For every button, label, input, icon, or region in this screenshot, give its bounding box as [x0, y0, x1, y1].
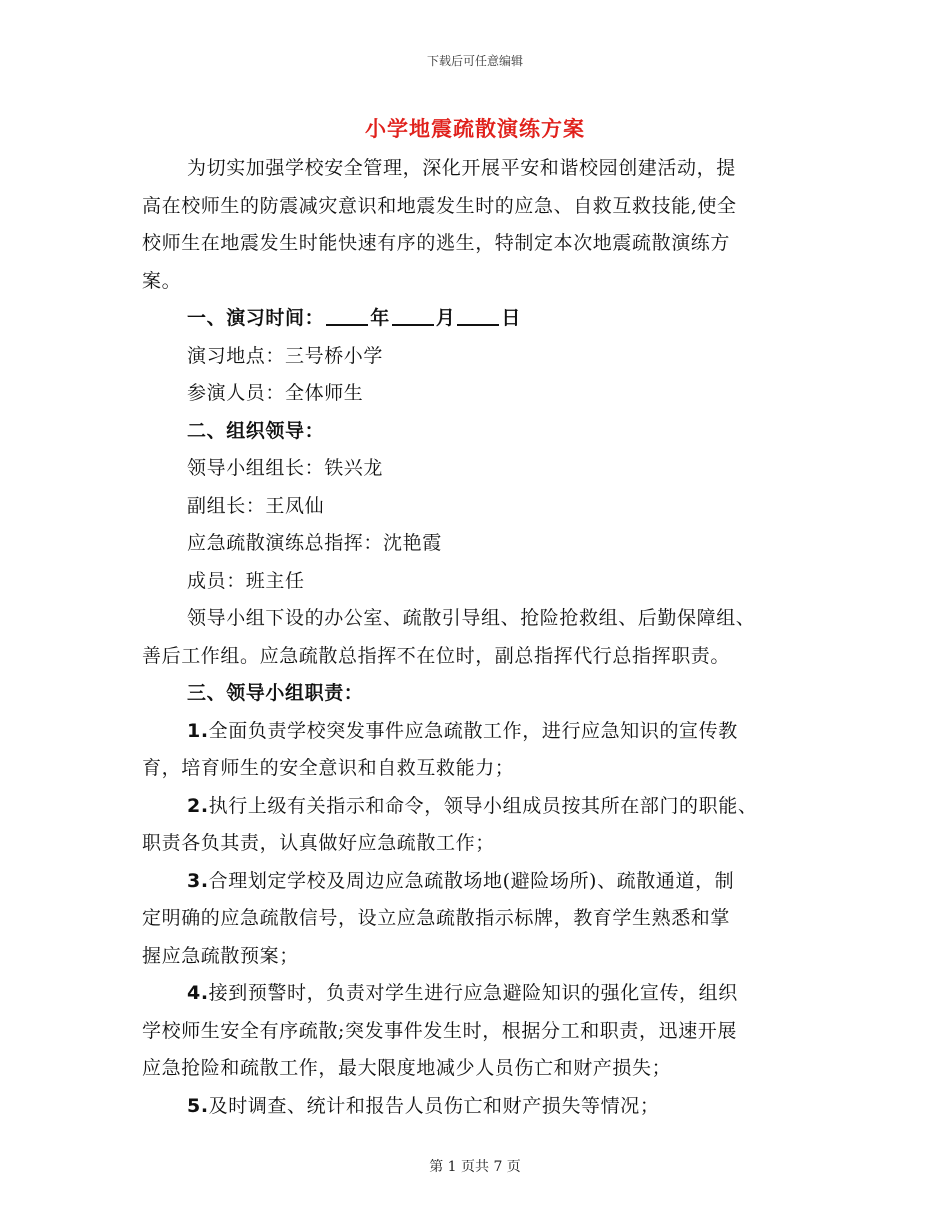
drill-commander: 应急疏散演练总指挥：沈艳霞 — [187, 532, 442, 554]
duty-item-5 — [142, 1088, 810, 1126]
duty-number: 1. — [187, 719, 209, 742]
header-note: 下载后可任意编辑 — [426, 54, 523, 68]
year-label: 年 — [370, 307, 390, 329]
drill-place: 演习地点：三号桥小学 — [187, 344, 384, 367]
duty-text: 职责各负其责，认真做好应急疏散工作； — [142, 832, 495, 854]
duty-number: 5. — [187, 1094, 209, 1117]
duty-text: 握应急疏散预案； — [142, 944, 299, 967]
group-members: 成员：班主任 — [187, 569, 305, 592]
intro-line: 案。 — [142, 269, 182, 292]
duty-text: 学校师生安全有序疏散;突发事件发生时，根据分工和职责，迅速开展 — [142, 1019, 738, 1042]
section2-desc-line: 领导小组下设的办公室、疏散引导组、抢险抢救组、后勤保障组、 — [187, 607, 756, 629]
duty-item-4 — [142, 975, 810, 1088]
duty-text: 执行上级有关指示和命令，领导小组成员按其所在部门的职能、 — [208, 794, 758, 817]
document-title: 小学地震疏散演练方案 — [365, 116, 585, 141]
document-body — [142, 150, 810, 1125]
duty-number: 4. — [187, 982, 209, 1004]
section1-heading-row — [142, 300, 810, 338]
month-blank — [392, 306, 434, 326]
duty-text: 合理划定学校及周边应急疏散场地(避险场所)、疏散通道，制 — [208, 869, 735, 892]
duty-text: 接到预警时，负责对学生进行应急避险知识的强化宣传，组织 — [208, 982, 738, 1004]
day-blank — [457, 306, 499, 326]
duty-item-3 — [142, 863, 810, 976]
month-label: 月 — [435, 307, 456, 329]
duty-number: 3. — [187, 869, 209, 892]
duty-text: 及时调查、统计和报告人员伤亡和财产损失等情况； — [208, 1094, 660, 1117]
intro-line: 为切实加强学校安全管理，深化开展平安和谐校园创建活动，提 — [187, 157, 736, 179]
duty-text: 应急抢险和疏散工作，最大限度地减少人员伤亡和财产损失； — [142, 1057, 672, 1079]
duty-text: 全面负责学校突发事件应急疏散工作，进行应急知识的宣传教 — [208, 719, 738, 742]
duty-text: 定明确的应急疏散信号，设立应急疏散指示标牌，教育学生熟悉和掌 — [142, 907, 731, 929]
group-leader: 领导小组组长：铁兴龙 — [187, 457, 384, 479]
intro-line: 高在校师生的防震减灾意识和地震发生时的应急、自救互救技能,使全 — [142, 194, 737, 217]
duty-number: 2. — [187, 794, 209, 817]
year-blank — [326, 306, 368, 326]
duty-text: 育，培育师生的安全意识和自救互救能力； — [142, 757, 515, 779]
section2-heading: 二、组织领导： — [187, 419, 325, 442]
vice-leader: 副组长：王凤仙 — [187, 494, 325, 517]
section1-heading: 一、演习时间： — [187, 307, 325, 329]
section3-heading: 三、领导小组职责： — [187, 682, 364, 704]
drill-participants: 参演人员：全体师生 — [187, 382, 364, 404]
page-footer: 第 1 页共 7 页 — [429, 1159, 521, 1175]
duty-item-1 — [142, 713, 810, 788]
section2-desc-line: 善后工作组。应急疏散总指挥不在位时，副总指挥代行总指挥职责。 — [142, 644, 731, 667]
day-label: 日 — [501, 307, 522, 329]
intro-line: 校师生在地震发生时能快速有序的逃生，特制定本次地震疏散演练方 — [142, 232, 731, 254]
duty-item-2 — [142, 788, 810, 863]
